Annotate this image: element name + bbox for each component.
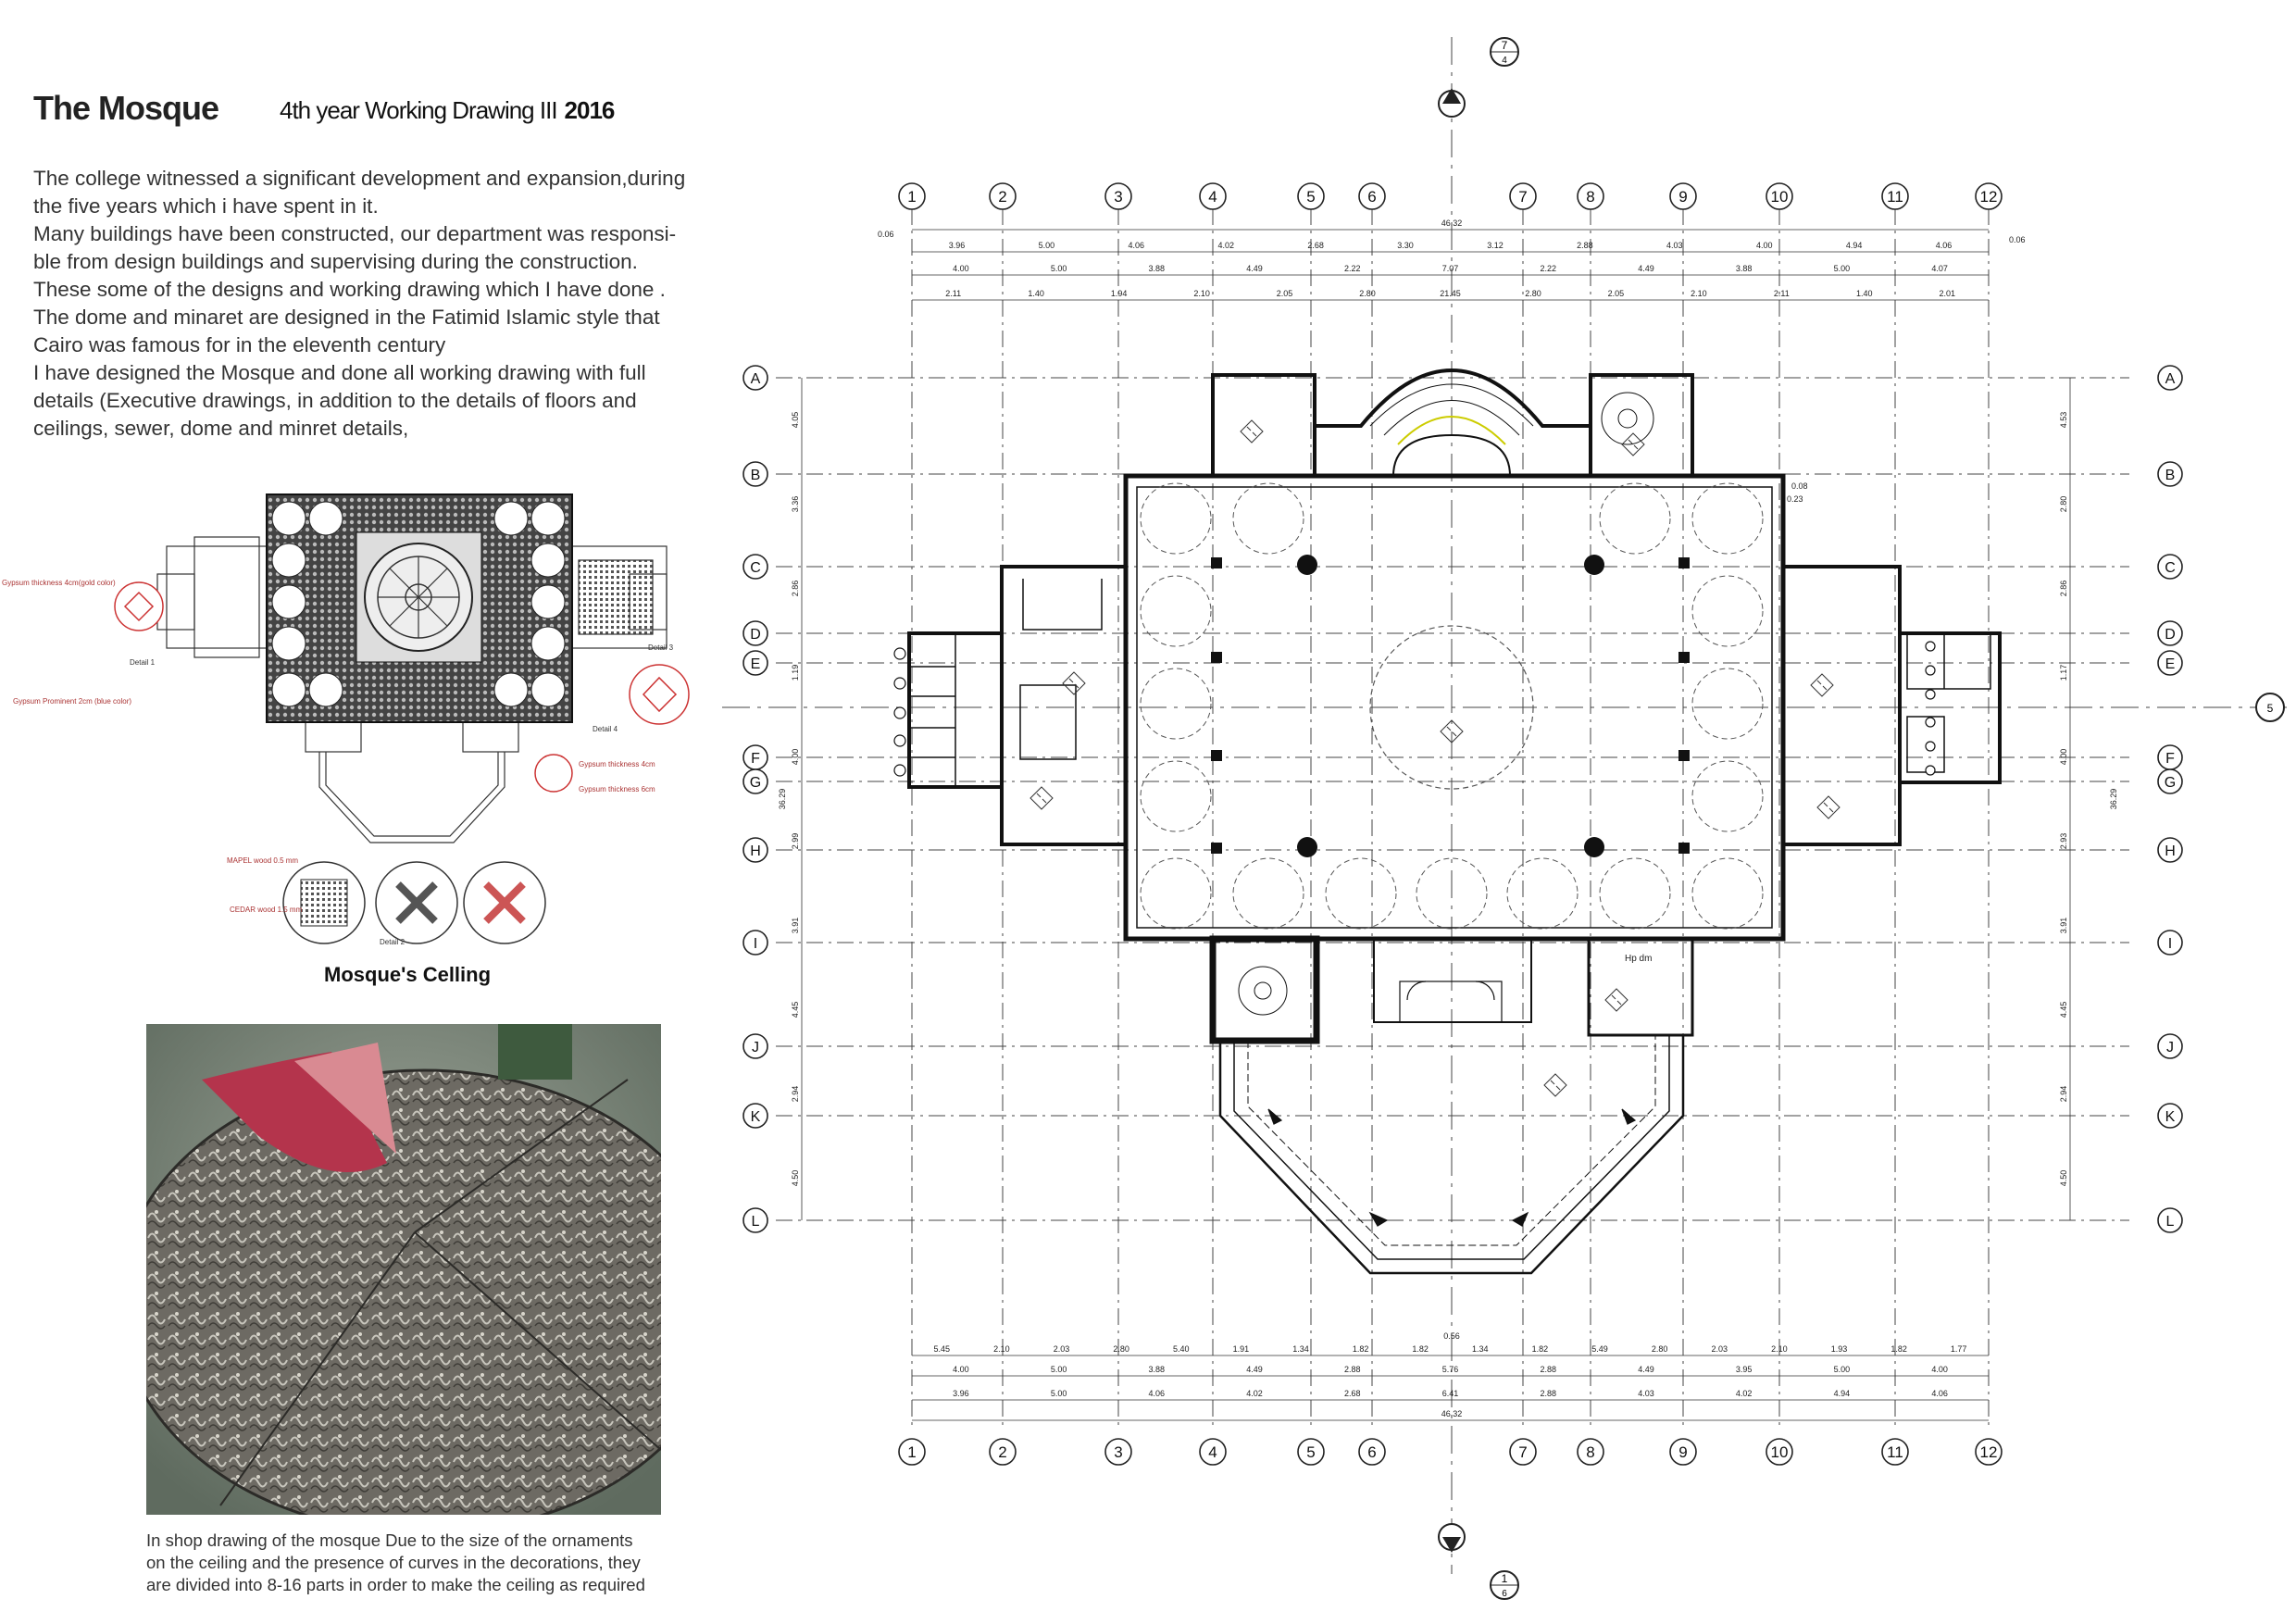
grid-column-label: 5	[1306, 1443, 1316, 1461]
room-tag-label: Hp dm	[1625, 954, 1653, 964]
dimension-top-3: 1.94	[1110, 289, 1128, 298]
dimension-bottom-1: 1.82	[1531, 1344, 1549, 1354]
grid-column-label: 6	[1367, 1443, 1377, 1461]
grid-column-label: 12	[1979, 188, 1998, 206]
dimension-top-2: 5.00	[1050, 264, 1067, 273]
photo-caption-line: In shop drawing of the mosque Due to the size of the ornaments	[146, 1530, 633, 1550]
ceiling-label-detail-3: Detail 3	[648, 643, 674, 652]
dimension-bottom-3: 5.00	[1050, 1389, 1067, 1398]
dimension-total-bottom: 46.32	[1441, 1409, 1463, 1418]
dimension-left: 1.19	[791, 664, 800, 681]
dimension-right: 4.53	[2059, 411, 2068, 429]
ceiling-label-gypsum-3: Gypsum thickness 4cm	[579, 760, 655, 768]
dimension-right: 3.91	[2059, 917, 2068, 934]
grid-row-label: A	[2165, 371, 2176, 387]
intro-line: I have designed the Mosque and done all working drawing with full	[33, 361, 646, 384]
dimension-top-2: 7.07	[1441, 264, 1459, 273]
intro-line: Cairo was famous for in the eleventh century	[33, 333, 446, 356]
dimension-bottom-3: 4.02	[1735, 1389, 1753, 1398]
grid-column-label: 10	[1770, 1443, 1789, 1461]
dimension-right: 4.00	[2059, 748, 2068, 766]
grid-row-label: F	[751, 751, 760, 767]
grid-row-label: K	[2165, 1109, 2176, 1125]
dimension-bottom-3: 3.96	[953, 1389, 969, 1398]
grid-column-label: 3	[1114, 1443, 1123, 1461]
dimension-bottom-3: 4.06	[1148, 1389, 1166, 1398]
dimension-bottom-3: 4.03	[1638, 1389, 1654, 1398]
ceiling-caption: Mosque's Celling	[324, 963, 492, 986]
subtitle-year: 2016	[564, 96, 615, 124]
dimension-offset-4: 0.23	[1787, 494, 1803, 504]
dimension-left: 4.05	[791, 411, 800, 429]
grid-column-label: 4	[1208, 188, 1217, 206]
grid-row-label: L	[2165, 1214, 2175, 1230]
grid-row-label: E	[750, 656, 761, 672]
dimension-total-top: 46.32	[1441, 219, 1463, 228]
ceiling-label-gypsum-4: Gypsum thickness 6cm	[579, 785, 655, 793]
dimension-top-1: 2.88	[1577, 241, 1593, 250]
grid-row-label: C	[750, 560, 761, 576]
photo-caption-line: on the ceiling and the presence of curves in the decorations, they	[146, 1553, 641, 1572]
dimension-right: 4.50	[2059, 1169, 2068, 1187]
dimension-bottom-1: 2.80	[1113, 1344, 1129, 1354]
intro-line: ble from design buildings and supervising during the construction.	[33, 250, 638, 273]
dimension-right: 2.94	[2059, 1085, 2068, 1103]
dimension-bottom-2: 4.00	[953, 1365, 969, 1374]
intro-line: the five years which i have spent in it.	[33, 194, 379, 218]
dimension-bottom-2: 3.95	[1735, 1365, 1753, 1374]
grid-column-label: 6	[1367, 188, 1377, 206]
dimension-top-3: 21.45	[1440, 289, 1461, 298]
dimension-top-1: 4.06	[1128, 241, 1145, 250]
dimension-top-3: 2.05	[1607, 289, 1625, 298]
ceiling-label-mapel: MAPEL wood 0.5 mm	[227, 856, 299, 865]
grid-row-label: E	[2165, 656, 2176, 672]
dimension-top-3: 2.80	[1525, 289, 1541, 298]
section-top-label: 7	[1501, 39, 1508, 52]
dimension-right: 2.93	[2059, 832, 2068, 850]
ceiling-label-gypsum-1: Gypsum thickness 4cm(gold color)	[2, 579, 116, 587]
dimension-top-2: 4.00	[953, 264, 969, 273]
dimension-top-3: 2.01	[1939, 289, 1956, 298]
dimension-top-1: 4.02	[1217, 241, 1234, 250]
dimension-right: 2.86	[2059, 580, 2068, 597]
dimension-bottom-1: 1.34	[1472, 1344, 1489, 1354]
dimension-bottom-1: 5.45	[933, 1344, 951, 1354]
grid-column-label: 9	[1678, 188, 1688, 206]
dimension-bottom-1: 2.03	[1711, 1344, 1728, 1354]
grid-column-label: 11	[1887, 188, 1903, 206]
dimension-top-3: 2.11	[945, 289, 962, 298]
dimension-left: 3.36	[791, 495, 800, 513]
dimension-bottom-1: 2.80	[1651, 1344, 1668, 1354]
grid-row-label: H	[750, 843, 761, 859]
dimension-top-3: 2.10	[1691, 289, 1707, 298]
dimension-top-1: 5.00	[1038, 241, 1055, 250]
intro-line: The dome and minaret are designed in the Fatimid Islamic style that	[33, 306, 660, 329]
dimension-left: 4.45	[791, 1001, 800, 1018]
dimension-bottom-2: 3.88	[1148, 1365, 1166, 1374]
grid-column-label: 7	[1518, 188, 1528, 206]
section-bottom-sub: 6	[1502, 1589, 1507, 1599]
grid-row-label: I	[753, 936, 758, 952]
dimension-bottom-1: 2.10	[993, 1344, 1010, 1354]
dimension-bottom-1: 5.49	[1591, 1344, 1608, 1354]
ceiling-label-gypsum-2: Gypsum Prominent 2cm (blue color)	[13, 697, 132, 706]
dimension-top-2: 2.22	[1540, 264, 1556, 273]
grid-column-label: 11	[1887, 1443, 1903, 1461]
section-right-label: 5	[2266, 702, 2274, 715]
dimension-top-3: 2.10	[1193, 289, 1210, 298]
ceiling-label-detail-1: Detail 1	[130, 658, 156, 667]
grid-row-label: G	[2164, 775, 2177, 791]
section-marker-bottom	[1439, 1524, 1518, 1599]
dimension-top-2: 5.00	[1833, 264, 1851, 273]
dimension-bottom-1: 1.82	[1352, 1344, 1369, 1354]
dimension-bottom-1: 1.82	[1890, 1344, 1907, 1354]
grid-column-label: 2	[998, 1443, 1007, 1461]
section-bottom-label: 1	[1501, 1572, 1508, 1585]
grid-column-label: 5	[1306, 188, 1316, 206]
dimension-bottom-2: 2.88	[1540, 1365, 1556, 1374]
dimension-bottom-3: 2.88	[1540, 1389, 1556, 1398]
grid-row-label: G	[749, 775, 762, 791]
dimension-bottom-1: 2.03	[1053, 1344, 1070, 1354]
grid-column-label: 9	[1678, 1443, 1688, 1461]
dimension-bottom-1: 5.40	[1172, 1344, 1190, 1354]
grid-column-label: 8	[1586, 1443, 1595, 1461]
dimension-top-1: 4.94	[1845, 241, 1863, 250]
grid-column-label: 1	[907, 1443, 917, 1461]
dimension-bottom-3: 4.06	[1931, 1389, 1948, 1398]
grid-row-label: B	[2165, 468, 2176, 483]
dimension-top-3: 2.05	[1276, 289, 1293, 298]
grid-row-label: K	[750, 1109, 761, 1125]
dimension-left: 2.86	[791, 580, 800, 597]
grid-column-label: 12	[1979, 1443, 1998, 1461]
grid-column-label: 10	[1770, 188, 1789, 206]
grid-row-label: H	[2165, 843, 2176, 859]
grid-row-label: C	[2165, 560, 2176, 576]
section-marker-right	[722, 693, 2287, 721]
grid-row-label: F	[2165, 751, 2175, 767]
grid-column-label: 7	[1518, 1443, 1528, 1461]
grid-row-label: J	[2166, 1040, 2174, 1056]
dimension-bottom-3: 4.94	[1833, 1389, 1851, 1398]
dimension-top-3: 1.40	[1856, 289, 1873, 298]
dimension-bottom-1: 1.93	[1830, 1344, 1848, 1354]
dimension-bottom-1: 1.77	[1950, 1344, 1967, 1354]
dimension-total-height: 36.29	[2109, 788, 2118, 810]
grid-row-label: I	[2167, 936, 2173, 952]
ceiling-label-detail-4: Detail 4	[593, 725, 618, 733]
dimension-top-2: 4.07	[1931, 264, 1948, 273]
section-top-sub: 4	[1502, 56, 1507, 66]
grid-column-label: 3	[1114, 188, 1123, 206]
dimension-total-height: 36.29	[778, 788, 787, 810]
intro-line: details (Executive drawings, in addition to the details of floors and	[33, 389, 637, 412]
dimension-bottom-2: 5.00	[1833, 1365, 1851, 1374]
ceiling-label-detail-2: Detail 2	[380, 938, 406, 944]
dimension-right: 2.80	[2059, 495, 2068, 513]
intro-line: The college witnessed a significant development and expansion,during	[33, 167, 686, 190]
subtitle-text: 4th year Working Drawing III	[280, 96, 557, 124]
dimension-left: 3.91	[791, 917, 800, 934]
dimension-top-2: 2.22	[1344, 264, 1361, 273]
dimension-right: 1.17	[2059, 664, 2068, 681]
dimension-top-1: 4.00	[1755, 241, 1773, 250]
dimension-top-1: 3.96	[948, 241, 966, 250]
dimension-bottom-1: 1.82	[1412, 1344, 1429, 1354]
dimension-top-1: 3.30	[1397, 241, 1414, 250]
grid-row-label: A	[750, 371, 761, 387]
dimension-right: 4.45	[2059, 1001, 2068, 1018]
dimension-bottom-2: 4.49	[1638, 1365, 1654, 1374]
dimension-top-3: 2.11	[1773, 289, 1790, 298]
grid-row-label: J	[752, 1040, 759, 1056]
dimension-bottom-3: 2.68	[1344, 1389, 1361, 1398]
dimension-left: 4.00	[791, 748, 800, 766]
grid-row-label: B	[750, 468, 761, 483]
dimension-top-2: 3.88	[1735, 264, 1753, 273]
dimension-left: 2.99	[791, 832, 800, 850]
dimension-offset: 0.06	[878, 230, 894, 239]
dimension-bottom-2: 2.88	[1344, 1365, 1361, 1374]
page-title: The Mosque	[33, 89, 219, 127]
dimension-top-1: 3.12	[1487, 241, 1504, 250]
dimension-top-1: 2.68	[1307, 241, 1324, 250]
grid-row-label: D	[2165, 627, 2176, 643]
dimension-top-2: 4.49	[1246, 264, 1263, 273]
dimension-bottom-1: 1.34	[1292, 1344, 1309, 1354]
ceiling-label-cedar: CEDAR wood 1.5 mm	[230, 906, 303, 914]
dimension-top-1: 4.03	[1666, 241, 1683, 250]
intro-line: These some of the designs and working drawing which I have done .	[33, 278, 666, 301]
photo-caption-line: are divided into 8-16 parts in order to make the ceiling as required	[146, 1575, 645, 1594]
dimension-bottom-1: 1.91	[1232, 1344, 1250, 1354]
dimension-bottom-1: 2.10	[1771, 1344, 1788, 1354]
dimension-top-1: 4.06	[1935, 241, 1953, 250]
dimension-left: 4.50	[791, 1169, 800, 1187]
dimension-bottom-2: 4.00	[1931, 1365, 1948, 1374]
dimension-bottom-3: 6.41	[1441, 1389, 1459, 1398]
dimension-offset-2: 0.08	[1791, 481, 1808, 491]
dimension-offset-3: 0.56	[1443, 1331, 1460, 1341]
grid-column-label: 1	[907, 188, 917, 206]
dimension-bottom-2: 5.76	[1441, 1365, 1459, 1374]
dimension-top-3: 1.40	[1028, 289, 1044, 298]
dimension-bottom-2: 5.00	[1050, 1365, 1067, 1374]
dimension-top-2: 4.49	[1638, 264, 1654, 273]
dimension-bottom-3: 4.02	[1246, 1389, 1263, 1398]
dimension-bottom-2: 4.49	[1246, 1365, 1263, 1374]
grid-row-label: D	[750, 627, 761, 643]
grid-row-label: L	[751, 1214, 760, 1230]
dimension-offset: 0.06	[2009, 235, 2026, 244]
grid-column-label: 4	[1208, 1443, 1217, 1461]
intro-line: ceilings, sewer, dome and minret details,	[33, 417, 409, 440]
intro-line: Many buildings have been constructed, our department was responsi-	[33, 222, 677, 245]
dimension-top-3: 2.80	[1359, 289, 1376, 298]
grid-column-label: 2	[998, 188, 1007, 206]
grid-column-label: 8	[1586, 188, 1595, 206]
dimension-left: 2.94	[791, 1085, 800, 1103]
dimension-top-2: 3.88	[1148, 264, 1166, 273]
